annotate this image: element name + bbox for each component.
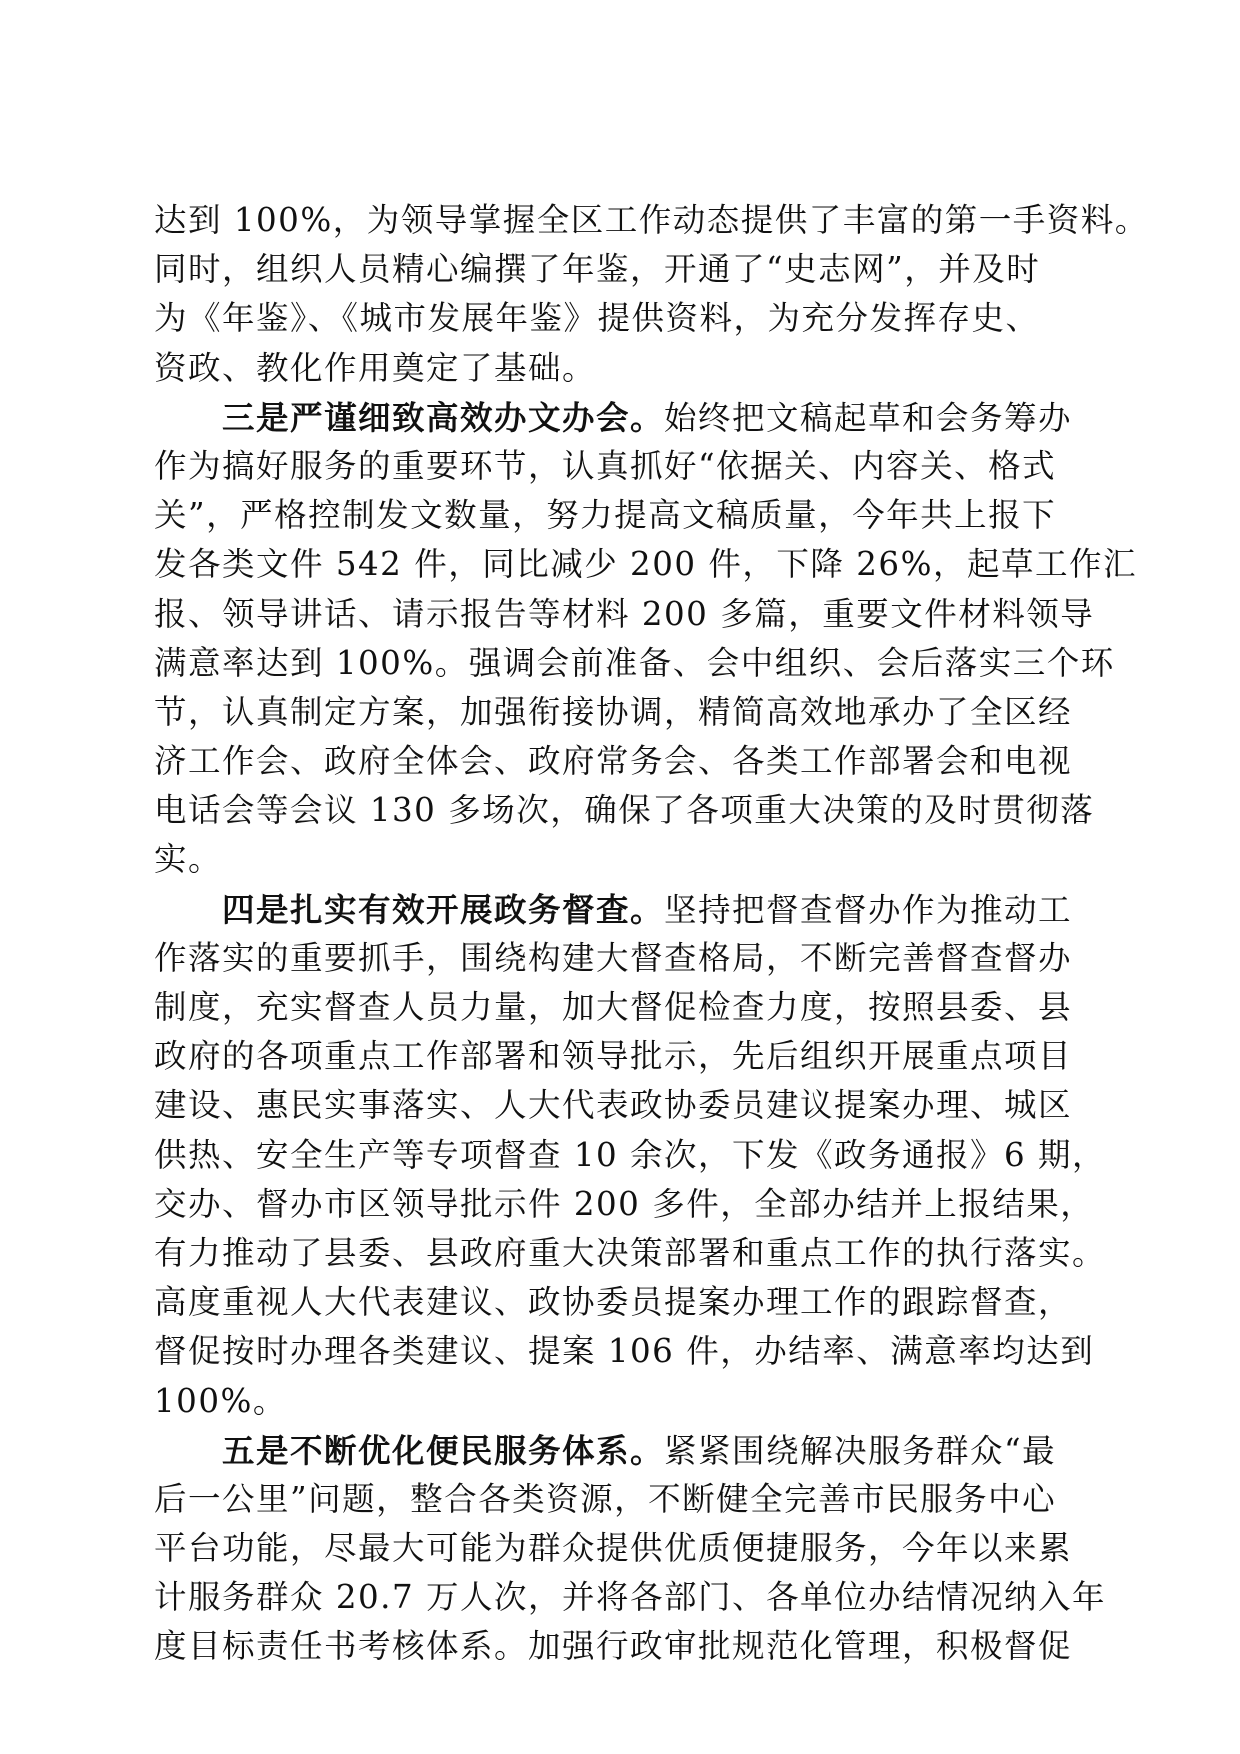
paragraph-line: 计服务群众 20.7 万人次，并将各部门、各单位办结情况纳入年 [154, 1578, 1107, 1617]
paragraph-line: 节，认真制定方案，加强衔接协调，精简高效地承办了全区经 [154, 692, 1073, 731]
paragraph-line: 关”，严格控制发文数量，努力提高文稿质量，今年共上报下 [154, 496, 1057, 535]
paragraph-line: 建设、惠民实事落实、人大代表政协委员建议提案办理、城区 [154, 1086, 1073, 1125]
section-heading: 五是不断优化便民服务体系。 [222, 1430, 665, 1470]
paragraph-text: 紧紧围绕解决服务群众“最 [664, 1431, 1057, 1470]
paragraph-line: 100%。 [154, 1381, 287, 1420]
paragraph-text: 坚持把督查督办作为推动工 [664, 890, 1073, 929]
paragraph-line: 济工作会、政府全体会、政府常务会、各类工作部署会和电视 [154, 742, 1073, 781]
paragraph-line: 满意率达到 100%。强调会前准备、会中组织、会后落实三个环 [154, 643, 1115, 682]
paragraph-line: 作落实的重要抓手，围绕构建大督查格局，不断完善督查督办 [154, 938, 1073, 977]
section-first-line [154, 885, 1086, 934]
paragraph-line: 供热、安全生产等专项督查 10 余次，下发《政务通报》6 期， [154, 1135, 1107, 1174]
paragraph-text: 始终把文稿起草和会务筹办 [664, 398, 1073, 437]
section-heading: 三是严谨细致高效办文办会。 [222, 397, 665, 437]
paragraph-line: 为《年鉴》、《城市发展年鉴》提供资料，为充分发挥存史、 [154, 299, 1040, 338]
paragraph-line: 电话会等会议 130 多场次，确保了各项重大决策的及时贯彻落 [154, 791, 1095, 830]
section-first-line [154, 393, 1086, 442]
paragraph-line: 制度，充实督查人员力量，加大督促检查力度，按照县委、县 [154, 988, 1073, 1026]
paragraph-line: 交办、督办市区领导批示件 200 多件，全部办结并上报结果， [154, 1184, 1095, 1223]
paragraph-line: 政府的各项重点工作部署和领导批示，先后组织开展重点项目 [154, 1037, 1073, 1076]
paragraph-line: 后一公里”问题，整合各类资源，不断健全完善市民服务中心 [154, 1479, 1057, 1518]
paragraph-line: 实。 [154, 840, 223, 879]
paragraph-line: 高度重视人大代表建议、政协委员提案办理工作的跟踪督查， [154, 1283, 1073, 1322]
paragraph-line: 督促按时办理各类建议、提案 106 件，办结率、满意率均达到 [154, 1332, 1095, 1371]
paragraph-line: 报、领导讲话、请示报告等材料 200 多篇，重要文件材料领导 [154, 594, 1095, 633]
paragraph-line: 达到 100%，为领导掌握全区工作动态提供了丰富的第一手资料。 [154, 201, 1149, 239]
paragraph-line: 资政、教化作用奠定了基础。 [154, 348, 597, 387]
body-text [154, 196, 1149, 1672]
paragraph-line: 同时，组织人员精心编撰了年鉴，开通了“史志网”，并及时 [154, 250, 1041, 289]
paragraph-line: 作为搞好服务的重要环节，认真抓好“依据关、内容关、格式 [154, 446, 1057, 485]
paragraph-line: 有力推动了县委、县政府重大决策部署和重点工作的执行落实。 [154, 1233, 1107, 1272]
section-heading: 四是扎实有效开展政务督查。 [222, 889, 665, 929]
paragraph-line: 度目标责任书考核体系。加强行政审批规范化管理，积极督促 [154, 1627, 1073, 1666]
paragraph-line: 平台功能，尽最大可能为群众提供优质便捷服务，今年以来累 [154, 1529, 1073, 1568]
section-first-line [154, 1426, 1086, 1475]
paragraph-line: 发各类文件 542 件，同比减少 200 件，下降 26%，起草工作汇 [154, 545, 1137, 584]
